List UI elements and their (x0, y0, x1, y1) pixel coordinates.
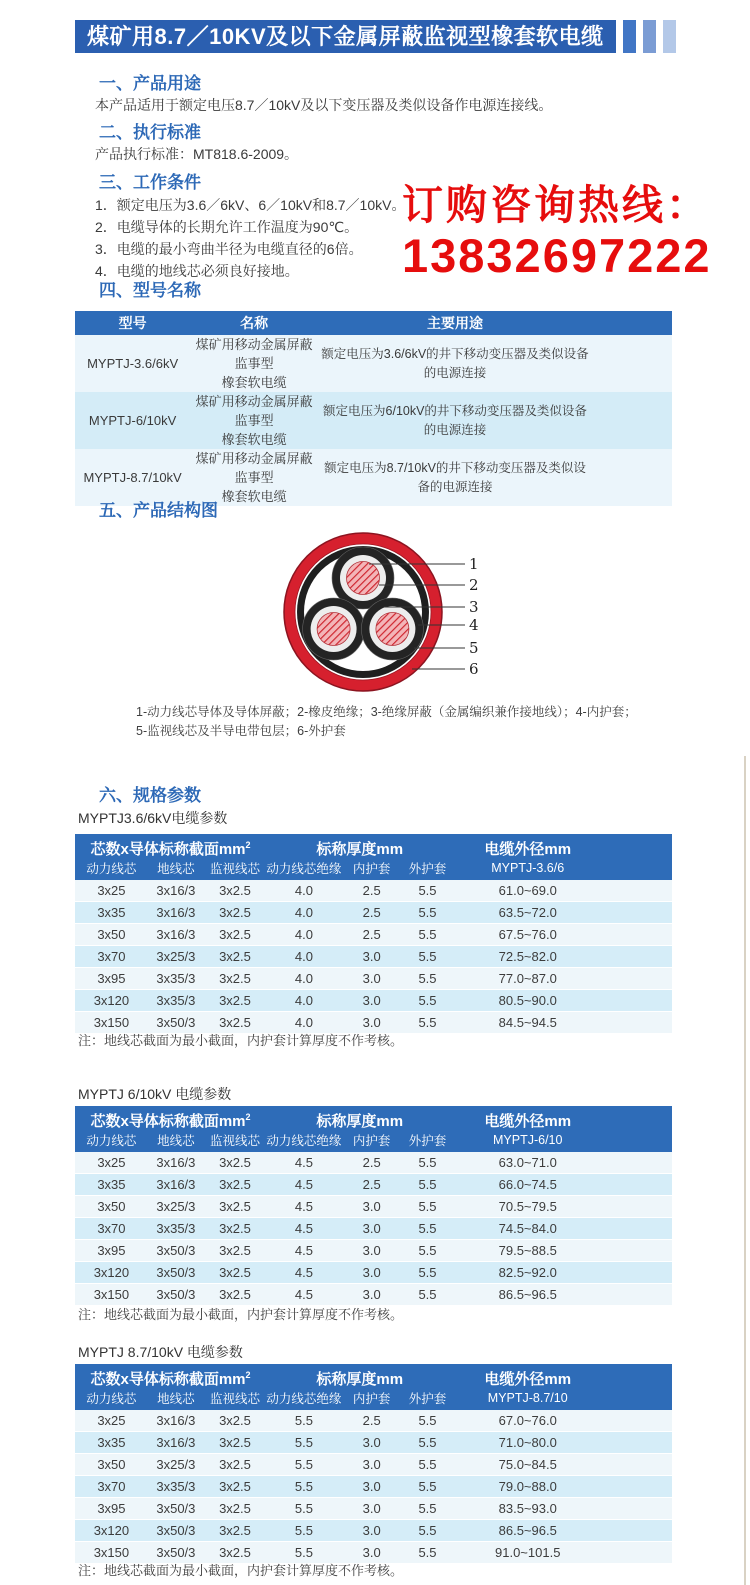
table-cell: 3x2.5 (204, 1218, 266, 1240)
table-cell: 3x70 (75, 946, 148, 968)
table-row (75, 1152, 672, 1174)
spec-table-3_6-6kv (75, 834, 672, 1034)
standard-body-text: 产品执行标准：MT818.6-2009。 (95, 146, 299, 162)
part-label-3: 3 (469, 598, 479, 616)
caption-line-2: 5-监视线芯及半导电带包层；6-外护套 (136, 724, 346, 738)
condition-item: 2．电缆导体的长期允许工作温度为90℃。 (95, 219, 359, 235)
sub-header-model: MYPTJ-6/10 (453, 1131, 672, 1152)
sub-header-outer-sheath: 外护套 (402, 859, 454, 880)
group-header-outer-diameter: 电缆外径mm (453, 1106, 672, 1131)
part-label-6: 6 (469, 660, 479, 678)
table-row (75, 902, 672, 924)
table-cell: 3.0 (342, 968, 402, 990)
table-cell: 3.0 (342, 990, 402, 1012)
table-cell: 3.0 (342, 1284, 402, 1306)
table-cell: 3x25/3 (148, 946, 204, 968)
table-cell: 4.5 (266, 1196, 342, 1218)
model-name-table (75, 311, 672, 506)
table-cell: 3x2.5 (204, 1284, 266, 1306)
caption-line-1: 1-动力线芯导体及导体屏蔽；2-橡皮绝缘；3-绝缘屏蔽（金属编织兼作接地线）；4-内护套； (136, 705, 637, 719)
table-cell: 66.0~74.5 (453, 1174, 672, 1196)
table-cell: 额定电压为6/10kV的井下移动变压器及类似设备的电源连接 (323, 403, 587, 437)
spec-table-6-10kv (75, 1106, 672, 1306)
table-cell: 5.5 (402, 924, 454, 946)
table-cell: 5.5 (266, 1454, 342, 1476)
table-row (75, 1284, 672, 1306)
table-cell: 67.5~76.0 (453, 924, 672, 946)
sub-header-insulation: 动力线芯绝缘 (266, 1389, 342, 1410)
table-cell: 3x25/3 (148, 1454, 204, 1476)
sub-header-monitor-core: 监视线芯 (204, 1389, 266, 1410)
table-cell: 3x35/3 (148, 968, 204, 990)
column-header-usage: 主要用途 (318, 311, 672, 335)
table-cell: 5.5 (402, 1196, 454, 1218)
table-cell: 3x50 (75, 1196, 148, 1218)
table-cell: 3.0 (342, 1012, 402, 1034)
table-cell: 3x35/3 (148, 1476, 204, 1498)
table-cell: 3x2.5 (204, 968, 266, 990)
table-cell: 5.5 (402, 1284, 454, 1306)
table-cell: 3x2.5 (204, 1174, 266, 1196)
table-cell: 3x2.5 (204, 880, 266, 902)
group-header-thickness: 标称厚度mm (266, 1364, 453, 1389)
table-cell: 3x120 (75, 990, 148, 1012)
sub-header-power-core: 动力线芯 (75, 859, 148, 880)
table-row (75, 1240, 672, 1262)
table-cell: 3.0 (342, 1498, 402, 1520)
sub-header-row (75, 859, 672, 880)
table-cell: 4.5 (266, 1152, 342, 1174)
sub-header-power-core: 动力线芯 (75, 1131, 148, 1152)
table-cell: 5.5 (402, 1542, 454, 1564)
table-cell: 2.5 (342, 924, 402, 946)
table-cell: 3x2.5 (204, 924, 266, 946)
table-cell: 4.5 (266, 1284, 342, 1306)
hotline-phone-number: 13832697222 (402, 229, 712, 283)
table-cell: 3x70 (75, 1218, 148, 1240)
sub-header-ground-core: 地线芯 (148, 1131, 204, 1152)
table-cell: 5.5 (266, 1520, 342, 1542)
table-cell: 3x2.5 (204, 1152, 266, 1174)
sub-header-outer-sheath: 外护套 (402, 1389, 454, 1410)
table-cell: 3x95 (75, 1498, 148, 1520)
table-cell: 5.5 (402, 1432, 454, 1454)
table-cell: 5.5 (266, 1498, 342, 1520)
usage-body-text: 本产品适用于额定电压8.7／10kV及以下变压器及类似设备作电源连接线。 (95, 97, 553, 113)
table-cell: 3x2.5 (204, 1410, 266, 1432)
table-row (75, 335, 672, 392)
table-cell: 3x2.5 (204, 1012, 266, 1034)
table-cell: 72.5~82.0 (453, 946, 672, 968)
table-cell: MYPTJ-3.6/6kV (87, 356, 179, 371)
sub-header-model: MYPTJ-8.7/10 (453, 1389, 672, 1410)
table-cell: 4.5 (266, 1240, 342, 1262)
table-cell: 3x2.5 (204, 1432, 266, 1454)
table-cell: MYPTJ-6/10kV (88, 413, 177, 428)
spec-table-note: 注：地线芯截面为最小截面，内护套计算厚度不作考核。 (78, 1033, 404, 1048)
table-cell: 91.0~101.5 (453, 1542, 672, 1564)
table-cell: 3x2.5 (204, 1542, 266, 1564)
table-cell: 煤矿用移动金属屏蔽监事型 橡套软电缆 (195, 337, 313, 390)
table-cell: 3x16/3 (148, 1174, 204, 1196)
table-row (75, 968, 672, 990)
table-cell: 5.5 (402, 1476, 454, 1498)
table-cell: 5.5 (266, 1410, 342, 1432)
table-cell: 3.0 (342, 1196, 402, 1218)
group-header-row (75, 1106, 672, 1131)
group-header-cross-section: 芯数x导体标称截面$mm^2$ (75, 1364, 266, 1389)
table-cell: 5.5 (402, 1498, 454, 1520)
table-cell: 4.0 (266, 990, 342, 1012)
table-cell: 5.5 (266, 1476, 342, 1498)
table-cell: 4.5 (266, 1218, 342, 1240)
table-cell: 3x35 (75, 1432, 148, 1454)
table-cell: 5.5 (402, 990, 454, 1012)
sub-header-model: MYPTJ-3.6/6 (453, 859, 672, 880)
table-cell: 3.0 (342, 1454, 402, 1476)
section-heading-specs: 六、规格参数 (99, 786, 201, 805)
table-cell: 83.5~93.0 (453, 1498, 672, 1520)
part-number-labels (469, 555, 479, 678)
group-header-cross-section: 芯数x导体标称截面$mm^2$ (75, 834, 266, 859)
sub-header-monitor-core: 监视线芯 (204, 859, 266, 880)
group-header-outer-diameter: 电缆外径mm (453, 1364, 672, 1389)
decor-bar-1 (623, 20, 636, 53)
table-cell: 3.0 (342, 1520, 402, 1542)
table-cell: 5.5 (402, 1262, 454, 1284)
table-cell: 5.5 (402, 946, 454, 968)
table-cell: 5.5 (266, 1432, 342, 1454)
table-cell: 3x2.5 (204, 1262, 266, 1284)
part-label-2: 2 (469, 576, 479, 594)
table-header-row (75, 311, 672, 335)
table-row (75, 990, 672, 1012)
sub-header-inner-sheath: 内护套 (342, 1131, 402, 1152)
table-cell: 3x50 (75, 1454, 148, 1476)
group-header-thickness: 标称厚度mm (266, 1106, 453, 1131)
column-header-name: 名称 (190, 311, 318, 335)
table-cell: 3.0 (342, 1476, 402, 1498)
table-cell: 3x50/3 (148, 1240, 204, 1262)
table-cell: 4.0 (266, 946, 342, 968)
column-header-model: 型号 (75, 311, 190, 335)
section-heading-conditions: 三、工作条件 (99, 173, 201, 192)
table-cell: 5.5 (402, 1012, 454, 1034)
table-cell: 77.0~87.0 (453, 968, 672, 990)
part-label-4: 4 (469, 616, 479, 634)
spec-table-note: 注：地线芯截面为最小截面，内护套计算厚度不作考核。 (78, 1307, 404, 1322)
table-cell: 3x2.5 (204, 1196, 266, 1218)
table-cell: 3.0 (342, 1542, 402, 1564)
table-row (75, 1432, 672, 1454)
table-cell: 额定电压为3.6/6kV的井下移动变压器及类似设备的电源连接 (321, 346, 589, 380)
table-row (75, 1262, 672, 1284)
hotline-label: 订购咨询热线： (402, 182, 710, 228)
spec-table-title: MYPTJ 6/10kV 电缆参数 (78, 1086, 232, 1102)
spec-table-note: 注：地线芯截面为最小截面，内护套计算厚度不作考核。 (78, 1563, 404, 1578)
table-cell: 5.5 (402, 880, 454, 902)
sub-header-ground-core: 地线芯 (148, 859, 204, 880)
table-cell: 63.5~72.0 (453, 902, 672, 924)
power-core-left (303, 598, 365, 660)
table-cell: 61.0~69.0 (453, 880, 672, 902)
table-row (75, 946, 672, 968)
group-header-row (75, 834, 672, 859)
table-cell: 3x50 (75, 924, 148, 946)
table-cell: 3x35 (75, 1174, 148, 1196)
table-cell: 2.5 (342, 902, 402, 924)
table-cell: 3x150 (75, 1542, 148, 1564)
table-cell: 3x95 (75, 1240, 148, 1262)
spec-table-title: MYPTJ3.6/6kV电缆参数 (78, 810, 228, 826)
decor-bar-2 (643, 20, 656, 53)
section-heading-usage: 一、产品用途 (99, 74, 201, 93)
table-cell: 3.0 (342, 1262, 402, 1284)
table-cell: 3x50/3 (148, 1498, 204, 1520)
table-cell: 3x50/3 (148, 1262, 204, 1284)
table-cell: 2.5 (342, 1174, 402, 1196)
table-row (75, 924, 672, 946)
table-cell: 3x70 (75, 1476, 148, 1498)
table-cell: 84.5~94.5 (453, 1012, 672, 1034)
section-heading-structure: 五、产品结构图 (99, 501, 218, 520)
table-cell: 2.5 (342, 1410, 402, 1432)
table-cell: 3.0 (342, 946, 402, 968)
part-label-5: 5 (469, 639, 479, 657)
table-row (75, 1196, 672, 1218)
table-cell: 5.5 (402, 1410, 454, 1432)
table-cell: 3x25/3 (148, 1196, 204, 1218)
table-cell: 4.0 (266, 880, 342, 902)
order-hotline (402, 183, 712, 282)
table-cell: 3x2.5 (204, 1498, 266, 1520)
table-cell: 3x25 (75, 1410, 148, 1432)
section-heading-standard: 二、执行标准 (99, 123, 201, 142)
table-cell: 3x150 (75, 1284, 148, 1306)
table-cell: 82.5~92.0 (453, 1262, 672, 1284)
table-row (75, 1218, 672, 1240)
sub-header-power-core: 动力线芯 (75, 1389, 148, 1410)
sub-header-insulation: 动力线芯绝缘 (266, 1131, 342, 1152)
table-row (75, 1174, 672, 1196)
table-row (75, 1498, 672, 1520)
table-row (75, 392, 672, 449)
table-cell: 5.5 (402, 1174, 454, 1196)
table-cell: 2.5 (342, 880, 402, 902)
table-cell: 5.5 (402, 968, 454, 990)
table-cell: 3x2.5 (204, 946, 266, 968)
sub-header-row (75, 1389, 672, 1410)
table-cell: 3x50/3 (148, 1012, 204, 1034)
table-cell: 3x25 (75, 880, 148, 902)
sub-header-row (75, 1131, 672, 1152)
table-cell: 5.5 (402, 1454, 454, 1476)
table-cell: 5.5 (402, 1152, 454, 1174)
table-cell: 79.0~88.0 (453, 1476, 672, 1498)
table-row (75, 1410, 672, 1432)
table-cell: 4.5 (266, 1262, 342, 1284)
diagram-caption (136, 703, 637, 741)
table-cell: 3x2.5 (204, 1476, 266, 1498)
table-cell: 3x35/3 (148, 990, 204, 1012)
table-cell: 3x35/3 (148, 1218, 204, 1240)
table-cell: 3x2.5 (204, 902, 266, 924)
table-row (75, 1454, 672, 1476)
table-cell: 5.5 (402, 902, 454, 924)
spec-table-title: MYPTJ 8.7/10kV 电缆参数 (78, 1344, 243, 1360)
page-title: 煤矿用8.7／10KV及以下金属屏蔽监视型橡套软电缆 (75, 20, 616, 53)
condition-item: 4．电缆的地线芯必须良好接地。 (95, 263, 299, 279)
spec-table-8_7-10kv (75, 1364, 672, 1564)
table-cell: 4.0 (266, 968, 342, 990)
page-edge-line (744, 756, 746, 1585)
table-cell: 5.5 (402, 1520, 454, 1542)
section-heading-models: 四、型号名称 (99, 281, 201, 300)
table-cell: 3x50/3 (148, 1284, 204, 1306)
table-cell: 3x16/3 (148, 880, 204, 902)
condition-item: 3．电缆的最小弯曲半径为电缆直径的6倍。 (95, 241, 363, 257)
table-cell: 3x50/3 (148, 1520, 204, 1542)
table-cell: 3x16/3 (148, 1152, 204, 1174)
table-cell: 2.5 (342, 1152, 402, 1174)
table-cell: 3x2.5 (204, 1454, 266, 1476)
table-row (75, 1476, 672, 1498)
table-cell: 4.0 (266, 1012, 342, 1034)
table-cell: 3x2.5 (204, 1520, 266, 1542)
table-cell: 3x16/3 (148, 1410, 204, 1432)
part-label-1: 1 (469, 555, 479, 573)
table-cell: 75.0~84.5 (453, 1454, 672, 1476)
sub-header-outer-sheath: 外护套 (402, 1131, 454, 1152)
decor-bar-3 (663, 20, 676, 53)
table-cell: 3x16/3 (148, 1432, 204, 1454)
table-cell: 3x25 (75, 1152, 148, 1174)
table-cell: 5.5 (402, 1218, 454, 1240)
working-conditions-list (95, 194, 405, 282)
table-cell: 3.0 (342, 1240, 402, 1262)
table-cell: 3.0 (342, 1432, 402, 1454)
sub-header-ground-core: 地线芯 (148, 1389, 204, 1410)
table-cell: 5.5 (266, 1542, 342, 1564)
table-cell: 3x35 (75, 902, 148, 924)
table-cell: 4.0 (266, 924, 342, 946)
table-cell: 3x50/3 (148, 1542, 204, 1564)
table-cell: 3x16/3 (148, 902, 204, 924)
cable-cross-section-diagram (272, 524, 487, 699)
table-cell: 86.5~96.5 (453, 1284, 672, 1306)
table-cell: 3x2.5 (204, 1240, 266, 1262)
table-row (75, 1520, 672, 1542)
table-cell: 71.0~80.0 (453, 1432, 672, 1454)
table-cell: 70.5~79.5 (453, 1196, 672, 1218)
table-cell: 煤矿用移动金属屏蔽监事型 橡套软电缆 (195, 394, 313, 447)
table-cell: 80.5~90.0 (453, 990, 672, 1012)
table-cell: 5.5 (402, 1240, 454, 1262)
group-header-row (75, 1364, 672, 1389)
sub-header-monitor-core: 监视线芯 (204, 1131, 266, 1152)
table-cell: 63.0~71.0 (453, 1152, 672, 1174)
table-cell: 3x16/3 (148, 924, 204, 946)
table-cell: 3x95 (75, 968, 148, 990)
table-cell: 4.5 (266, 1174, 342, 1196)
table-cell: 4.0 (266, 902, 342, 924)
group-header-outer-diameter: 电缆外径mm (453, 834, 672, 859)
table-cell: 74.5~84.0 (453, 1218, 672, 1240)
table-cell: 67.0~76.0 (453, 1410, 672, 1432)
table-cell: 3.0 (342, 1218, 402, 1240)
group-header-thickness: 标称厚度mm (266, 834, 453, 859)
sub-header-insulation: 动力线芯绝缘 (266, 859, 342, 880)
table-cell: 3x2.5 (204, 990, 266, 1012)
table-cell: MYPTJ-8.7/10kV (83, 470, 182, 485)
table-cell: 86.5~96.5 (453, 1520, 672, 1542)
table-row (75, 880, 672, 902)
table-cell: 79.5~88.5 (453, 1240, 672, 1262)
table-cell: 3x120 (75, 1520, 148, 1542)
condition-item: 1．额定电压为3.6／6kV、6／10kV和8.7／10kV。 (95, 197, 406, 213)
table-cell: 煤矿用移动金属屏蔽监事型 橡套软电缆 (195, 451, 313, 504)
table-cell: 3x150 (75, 1012, 148, 1034)
sub-header-inner-sheath: 内护套 (342, 859, 402, 880)
table-cell: 3x120 (75, 1262, 148, 1284)
table-cell: 额定电压为8.7/10kV的井下移动变压器及类似设备的电源连接 (324, 460, 586, 494)
sub-header-inner-sheath: 内护套 (342, 1389, 402, 1410)
title-bar (75, 20, 676, 53)
group-header-cross-section: 芯数x导体标称截面$mm^2$ (75, 1106, 266, 1131)
